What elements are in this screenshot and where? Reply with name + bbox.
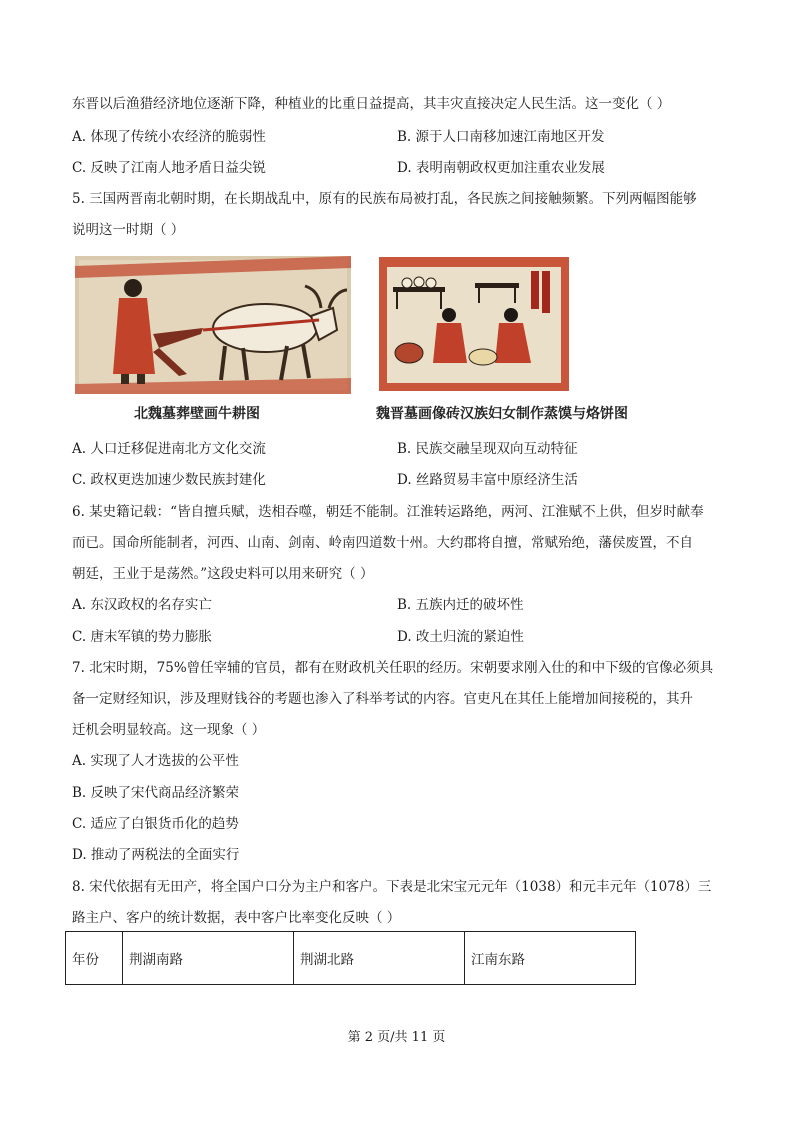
q6-option-c[interactable]: C. 唐末军镇的势力膨胀 <box>72 629 212 645</box>
q7-option-a[interactable]: A. 实现了人才选拔的公平性 <box>72 753 239 769</box>
q7-option-d[interactable]: D. 推动了两税法的全面实行 <box>72 847 240 863</box>
q4-option-a[interactable]: A. 体现了传统小农经济的脆弱性 <box>72 129 266 145</box>
q4-option-c[interactable]: C. 反映了江南人地矛盾日益尖锐 <box>72 160 266 176</box>
q5-stem-line2: 说明这一时期（ ） <box>72 222 185 238</box>
brick-painting-image <box>379 257 569 391</box>
table-header-cell: 年份 <box>66 932 123 985</box>
q6-option-a[interactable]: A. 东汉政权的名存实亡 <box>72 597 212 613</box>
q5-stem-line1: 5. 三国两晋南北朝时期，在长期战乱中，原有的民族布局被打乱，各民族之间接触频繁。下列两幅图能够 <box>72 191 697 207</box>
table-header-cell: 荆湖南路 <box>123 932 294 985</box>
q7-stem-line1: 7. 北宋时期，75%曾任宰辅的官员，都有在财政机关任职的经历。宋朝要求刚入仕的和中下级的官像必须具 <box>72 660 714 676</box>
q6-option-b[interactable]: B. 五族内迁的破坏性 <box>397 597 524 613</box>
q4-option-d[interactable]: D. 表明南朝政权更加注重农业发展 <box>397 160 605 176</box>
q8-stem-line2: 路主户、客户的统计数据，表中客户比率变化反映（ ） <box>72 910 401 926</box>
left-image-caption: 北魏墓葬壁画牛耕图 <box>134 406 260 422</box>
table-header-cell: 江南东路 <box>465 932 636 985</box>
ox-plough-mural-image <box>75 256 351 394</box>
q5-option-b[interactable]: B. 民族交融呈现双向互动特征 <box>397 441 578 457</box>
q4-option-b[interactable]: B. 源于人口南移加速江南地区开发 <box>397 129 605 145</box>
q4-stem: 东晋以后渔猎经济地位逐渐下降，种植业的比重日益提高，其丰灾直接决定人民生活。这一变化（ ） <box>72 96 671 112</box>
q8-stem-line1: 8. 宋代依据有无田产，将全国户口分为主户和客户。下表是北宋宝元元年（1038）和元丰元年（1078）三 <box>72 879 712 895</box>
table-header-cell: 荆湖北路 <box>294 932 465 985</box>
q5-option-c[interactable]: C. 政权更迭加速少数民族封建化 <box>72 472 266 488</box>
q5-option-d[interactable]: D. 丝路贸易丰富中原经济生活 <box>397 472 578 488</box>
q6-stem-line3: 朝廷，王业于是荡然。”这段史料可以用来研究（ ） <box>72 566 374 582</box>
right-image-caption: 魏晋墓画像砖汉族妇女制作蒸馍与烙饼图 <box>376 406 628 422</box>
q7-option-b[interactable]: B. 反映了宋代商品经济繁荣 <box>72 785 240 801</box>
q6-stem-line2: 而已。国命所能制者，河西、山南、剑南、岭南四道数十州。大约郡将自擅，常赋殆绝，藩侯废置，不自 <box>72 535 693 551</box>
household-statistics-table <box>65 931 636 985</box>
q7-stem-line2: 备一定财经知识，涉及理财钱谷的考题也渗入了科举考试的内容。官吏凡在其任上能增加间接税的，其升 <box>72 691 693 707</box>
table-header-row <box>66 932 636 985</box>
q7-stem-line3: 迁机会明显较高。这一现象（ ） <box>72 722 266 738</box>
q7-option-c[interactable]: C. 适应了白银货币化的趋势 <box>72 816 239 832</box>
q6-option-d[interactable]: D. 改土归流的紧迫性 <box>397 629 524 645</box>
q5-option-a[interactable]: A. 人口迁移促进南北方文化交流 <box>72 441 266 457</box>
page-footer: 第 2 页/共 11 页 <box>347 1030 446 1045</box>
q6-stem-line1: 6. 某史籍记载：“皆自擅兵赋，迭相吞噬，朝廷不能制。江淮转运路绝，两河、江淮赋不上供，但岁时献奉 <box>72 504 704 520</box>
